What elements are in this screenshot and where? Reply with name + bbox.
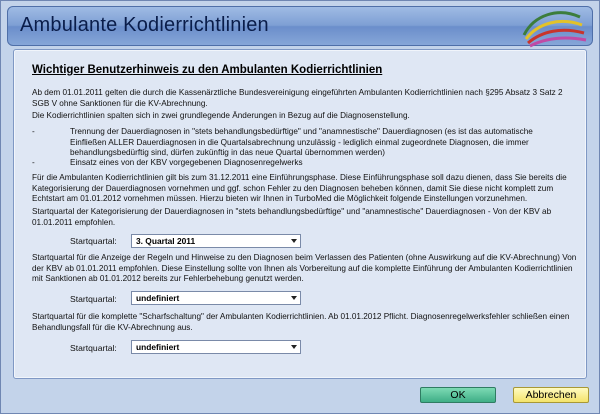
chevron-down-icon bbox=[291, 296, 297, 300]
window-title: Ambulante Kodierrichtlinien bbox=[20, 14, 269, 36]
startquartal-select-enforcement[interactable] bbox=[131, 340, 301, 354]
chevron-down-icon bbox=[291, 239, 297, 243]
bullet-item-1: Trennung der Dauerdiagnosen in "stets behandlungsbedürftige" und "anamnestische" Dauerdiagnosen (es ist das automatische Einfließen ALLER Dauerdiagnosen in die Quartalsabrechnung unzulässig - lediglich einmal zugeordnete Diagnosen, die immer behandlungsbedürftig sind, dürfen zukünftig in das neue Quartal übernommen werden) bbox=[70, 127, 533, 158]
cancel-button[interactable]: Abbrechen bbox=[513, 387, 589, 403]
select-value: undefiniert bbox=[136, 293, 180, 303]
introduction-phase-paragraph: Für die Ambulanten Kodierrichtlinien gilt bis zum 31.12.2011 eine Einführungsphase. Diese Einführungsphase soll dazu dienen, dass Sie bereits die Kategorisierung der Dauerdiagnosen vornehmen und ggf. schon Fehler zu den Diagnosen beheben können, damit Sie diese nicht komplett zum Echtstart am 01.01.2012 vornehmen müssen. Hierzu bieten wir Ihnen in TurboMed die Möglichkeit folgende Einstellungen vorzunehmen. bbox=[32, 173, 567, 204]
bullet-item-2: Einsatz eines von der KBV vorgegebenen Diagnosenregelwerks bbox=[70, 158, 303, 167]
ok-button[interactable]: OK bbox=[420, 387, 496, 403]
intro-paragraph: Ab dem 01.01.2011 gelten die durch die Kassenärztliche Bundesvereinigung eingeführten Ambulanten Kodierrichtlinien nach §295 Absatz 3 Satz 2 SGB V ohne Sanktionen für die KV-Abrechnung. bbox=[32, 88, 563, 108]
notice-heading: Wichtiger Benutzerhinweis zu den Ambulanten Kodierrichtlinien bbox=[32, 64, 383, 76]
notice-panel bbox=[13, 49, 587, 379]
select-value: undefiniert bbox=[136, 342, 180, 352]
select-value: 3. Quartal 2011 bbox=[136, 236, 196, 246]
startquartal-select-hints[interactable] bbox=[131, 291, 301, 305]
bullet-marker-2: - bbox=[32, 158, 35, 167]
swoosh-logo-icon bbox=[516, 5, 588, 49]
enforcement-paragraph: Startquartal für die komplette "Scharfschaltung" der Ambulanten Kodierrichtlinien. Ab 01.01.2012 Pflicht. Diagnosenregelwerksfehler schließen einen Behandlungsfall für die KV-Abrechnung aus. bbox=[32, 312, 570, 332]
startquartal-label-1: Startquartal: bbox=[70, 236, 117, 246]
split-paragraph: Die Kodierrichtlinien spalten sich in zwei grundlegende Änderungen in Bezug auf die Diagnosenstellung. bbox=[32, 111, 410, 120]
bullet-marker-1: - bbox=[32, 127, 35, 136]
title-bar bbox=[7, 6, 593, 46]
startquartal-select-categorization[interactable] bbox=[131, 234, 301, 248]
hints-paragraph: Startquartal für die Anzeige der Regeln und Hinweise zu den Diagnosen beim Verlassen des Patienten (ohne Auswirkung auf die KV-Abrechnung) Von der KBV ab 01.01.2011 empfohlen. Diese Einstellung sollte von Ihnen als Vorbereitung auf die komplette Einführung der Ambulanten Kodierrichtlinien mit Sanktionen ab 01.01.2012 bereits zur Fehlerbehebung genutzt werden. bbox=[32, 253, 577, 284]
chevron-down-icon bbox=[291, 345, 297, 349]
startquartal-label-2: Startquartal: bbox=[70, 294, 117, 304]
categorization-paragraph: Startquartal der Kategorisierung der Dauerdiagnosen in "stets behandlungsbedürftige" und "anamnestische" Dauerdiagnosen - Von der KBV ab 01.01.2011 empfohlen. bbox=[32, 207, 552, 227]
startquartal-label-3: Startquartal: bbox=[70, 343, 117, 353]
